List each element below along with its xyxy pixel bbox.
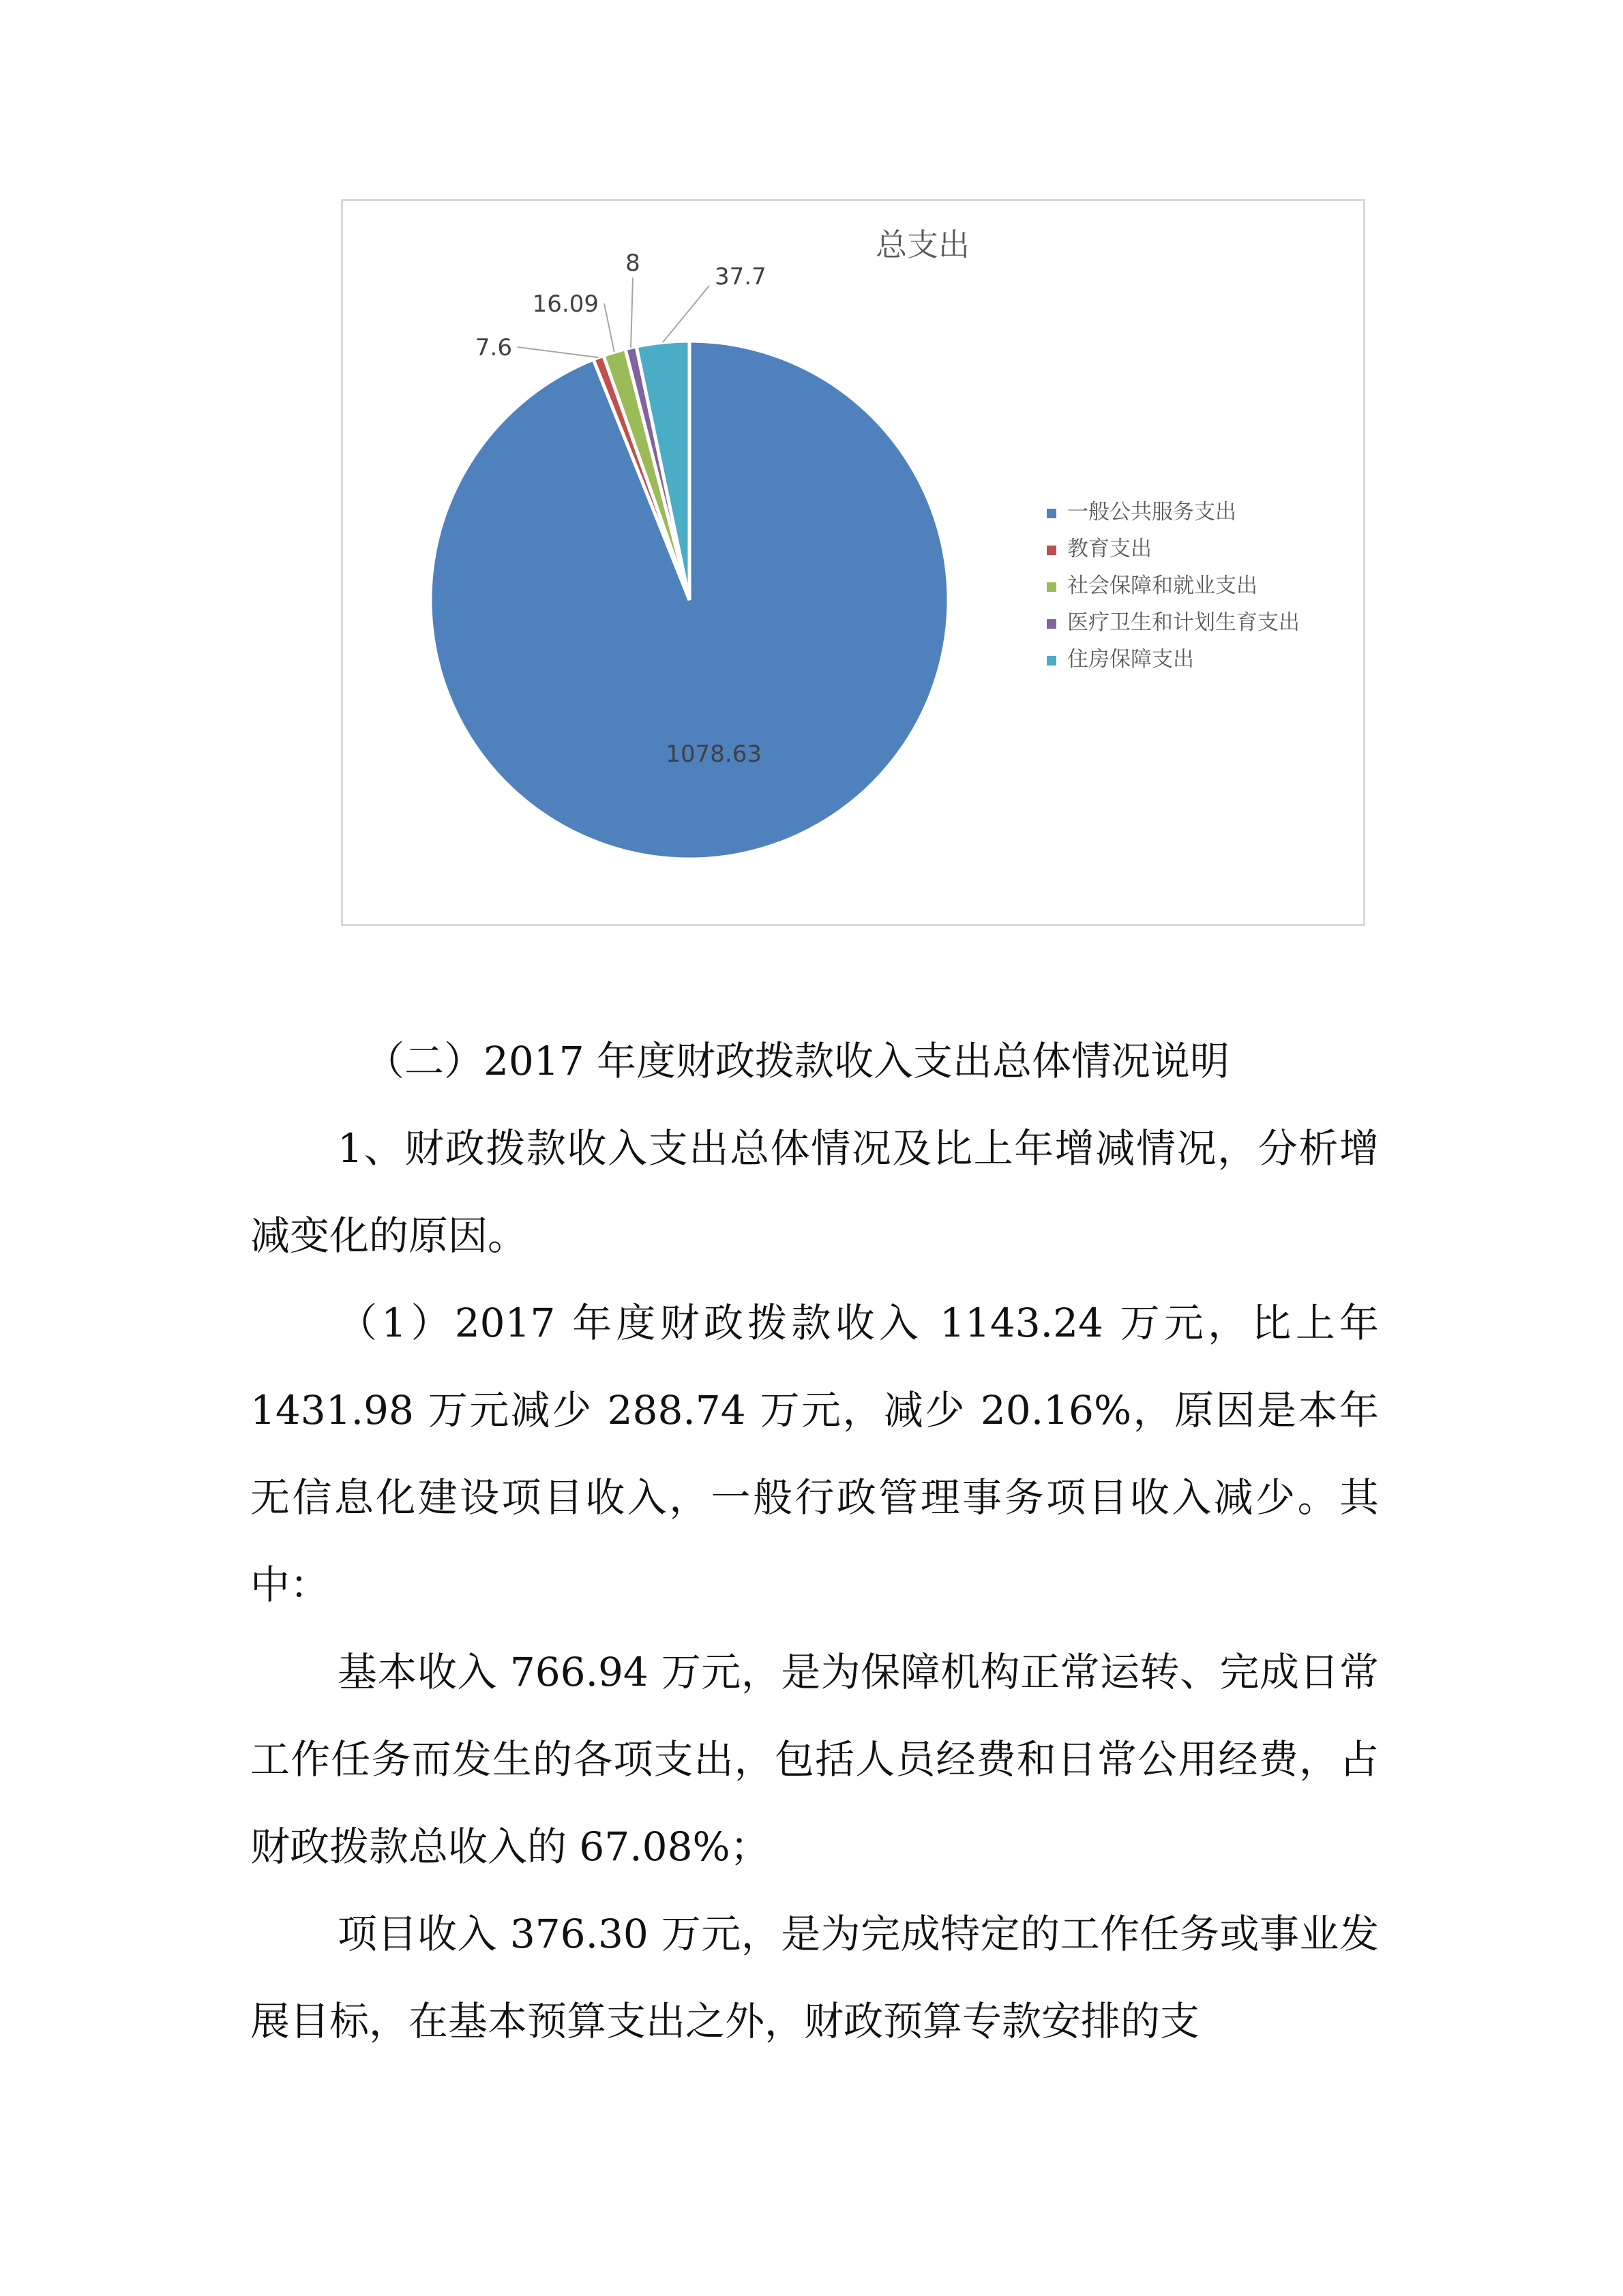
section-heading: （二）2017 年度财政拨款收入支出总体情况说明 <box>365 1038 1230 1084</box>
legend-label-4: 医疗卫生和计划生育支出 <box>1067 610 1300 635</box>
paragraph-3: 基本收入 766.94 万元，是为保障机构正常运转、完成日常工作任务而发生的各项支出，包括人员经费和日常公用经费，占财政拨款总收入的 67.08%； <box>250 1649 1379 1870</box>
chart-title: 总支出 <box>876 226 970 263</box>
legend-label-3: 社会保障和就业支出 <box>1067 573 1257 598</box>
data-label-3: 16.09 <box>532 290 599 318</box>
data-label-2: 7.6 <box>475 334 512 361</box>
paragraph-1: 1、财政拨款收入支出总体情况及比上年增减情况，分析增减变化的原因。 <box>250 1125 1379 1259</box>
data-label-4: 8 <box>625 250 640 277</box>
legend-label-1: 一般公共服务支出 <box>1067 500 1236 524</box>
paragraph-2: （1）2017 年度财政拨款收入 1143.24 万元，比上年 1431.98 万元减少 288.74 万元，减少 20.16%，原因是本年无信息化建设项目收入，一般行政管理事务项目收入减少。其中： <box>250 1300 1379 1608</box>
data-label-1: 1078.63 <box>666 741 762 769</box>
legend-label-2: 教育支出 <box>1067 537 1152 561</box>
legend-label-5: 住房保障支出 <box>1067 647 1194 672</box>
data-label-5: 37.7 <box>715 263 766 290</box>
paragraph-4: 项目收入 376.30 万元，是为完成特定的工作任务或事业发展目标，在基本预算支出之外，财政预算专款安排的支 <box>250 1911 1379 2044</box>
